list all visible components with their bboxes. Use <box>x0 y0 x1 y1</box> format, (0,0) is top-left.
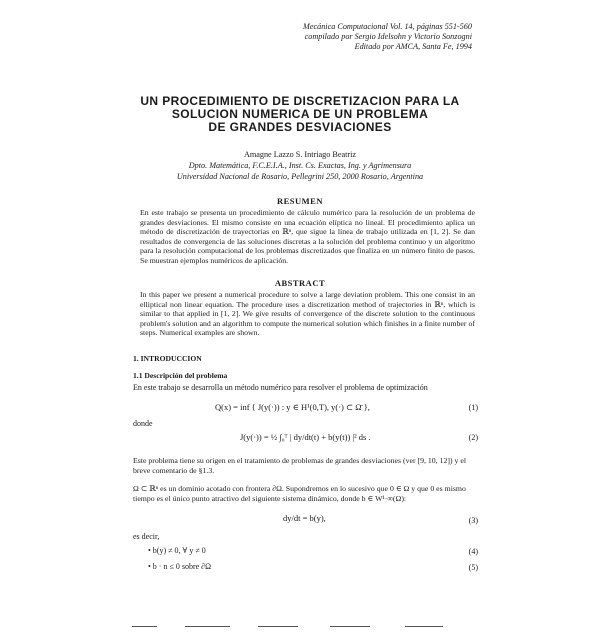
abstract-paragraph: In this paper we present a numerical procedure to solve a large deviation problem. This one consist in an elliptical non linear equation. The procedure uses a discretization method of trajectories in ℝⁿ, which is similar to that applied in [1, 2]. We give results of convergence of the discrete solution to the continuous problem's solution and an algorithm to compute the numerical solution which finishes in a finite number of steps. Numerical examples are shown. <box>140 290 475 338</box>
abstract-heading: ABSTRACT <box>274 278 326 288</box>
section-1-paragraph-3-line-1: Ω ⊂ ℝⁿ es un dominio acotado con frontera ∂Ω. Supondremos en lo sucesivo que 0 ∈ Ω y que 0 es mismo <box>133 484 466 493</box>
section-1-paragraph-3-line-2: tiempo es el único punto atractivo del siguiente sistema dinámico, donde b ∈ W¹·∞(Ω): <box>133 494 407 503</box>
resumen-heading: RESUMEN <box>276 196 323 206</box>
condition-5: • b · n ≤ 0 sobre ∂Ω <box>148 562 212 571</box>
section-1-heading: 1. INTRODUCCION <box>133 354 202 363</box>
es-decir-label: es decir, <box>133 532 160 541</box>
paper-title-line-1: UN PROCEDIMIENTO DE DISCRETIZACION PARA LA <box>140 94 460 108</box>
equation-1-number: (1) <box>468 403 478 412</box>
condition-4-number: (4) <box>468 547 478 556</box>
bottom-rule-2 <box>185 626 230 627</box>
paper-title-line-3: DE GRANDES DESVIACIONES <box>208 120 392 134</box>
resumen-paragraph: En este trabajo se presenta un procedimiento de cálculo numérico para la resolución de un problema de grandes desviaciones. El mismo consiste en una ecuación elíptica no lineal. El procedimiento aplica un método de discretización de trayectorias en ℝⁿ, que sigue la línea de trabajo utilizada en [1, 2]. Se dan resultados de convergencia de las soluciones discretas a la solución del problema continuo y un algoritmo para la resolución computacional de los problemas discretizados que finaliza en un número finito de pasos. Se muestran ejemplos numéricos de aplicación. <box>140 208 475 265</box>
abstract-text <box>140 290 475 338</box>
subsection-1-1-heading: 1.1 Descripción del problema <box>133 371 228 380</box>
equation-3-number: (3) <box>468 516 478 525</box>
author-affiliation-1: Dpto. Matemática, F.C.E.I.A., Inst. Cs. Exactas, Ing. y Agrimensura <box>188 161 412 170</box>
bottom-rule-5 <box>405 626 443 627</box>
condition-5-number: (5) <box>468 563 478 572</box>
section-1-paragraph-2-line-2: breve comentario de §1.3. <box>133 466 215 475</box>
equation-2-number: (2) <box>468 433 478 442</box>
equation-2: J(y(·)) = ½ ∫₀ᵀ | dy/dt(t) + b(y(t)) |² ds . <box>240 432 371 442</box>
journal-header-line-2: compilado por Sergio Idelsohn y Victorio Sonzogni <box>304 32 472 41</box>
condition-4: • b(y) ≠ 0, ∀ y ≠ 0 <box>148 546 206 555</box>
journal-header-line-3: Editado por AMCA, Santa Fe, 1994 <box>354 42 472 51</box>
bottom-rule-4 <box>330 626 370 627</box>
bottom-rule-3 <box>258 626 298 627</box>
section-1-intro: En este trabajo se desarrolla un método numérico para resolver el problema de optimización <box>133 383 428 392</box>
section-1-paragraph-2-line-1: Este problema tiene su origen en el tratamiento de problemas de grandes desviaciones (ver [9, 10, 12]) y el <box>133 456 466 465</box>
author-names: Amagne Lazzo S. Intriago Beatriz <box>243 150 357 159</box>
journal-header-line-1: Mecánica Computacional Vol. 14, páginas 551-560 <box>303 22 472 31</box>
paper-title-line-2: SOLUCION NUMERICA DE UN PROBLEMA <box>171 107 429 121</box>
resumen-text <box>140 208 475 266</box>
donde-label: donde <box>133 419 153 428</box>
bottom-rule-1 <box>132 626 157 627</box>
equation-1: Q(x) = inf { J(y(·)) : y ∈ H¹(0,T), y(·) ⊂ Ω̄ }, <box>215 402 370 412</box>
equation-3: dy/dt = b(y), <box>283 513 326 523</box>
author-affiliation-2: Universidad Nacional de Rosario, Pellegrini 250, 2000 Rosario, Argentina <box>176 172 424 181</box>
